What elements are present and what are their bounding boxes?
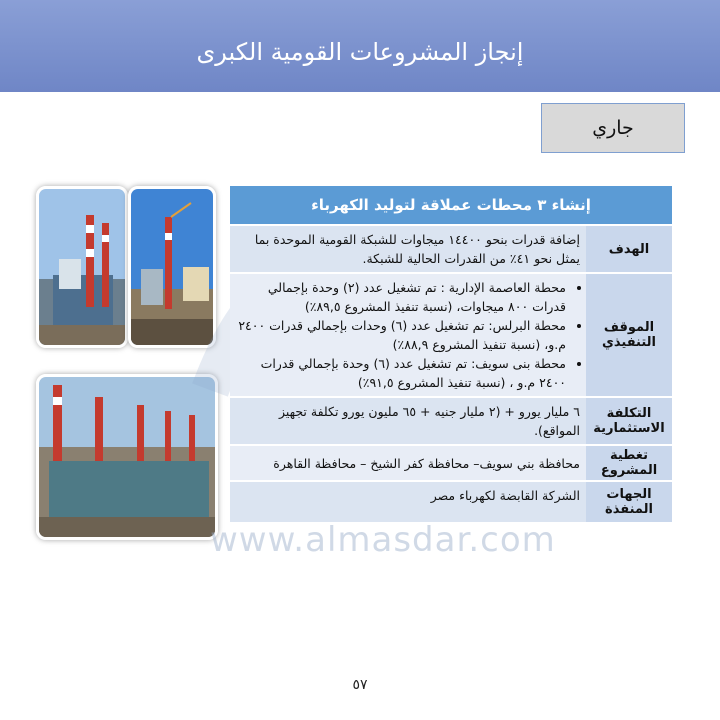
status-badge: جاري bbox=[541, 103, 685, 153]
cost-text: ٦ مليار يورو + (٢ مليار جنيه + ٦٥ مليون يورو تكلفة تجهيز المواقع). bbox=[230, 398, 586, 444]
execution-status-row bbox=[230, 274, 672, 398]
goal-row bbox=[230, 226, 672, 274]
agencies-label: الجهات المنفذة bbox=[586, 482, 672, 522]
goal-label: الهدف bbox=[586, 226, 672, 272]
power-plant-photo-left bbox=[36, 186, 128, 348]
project-table bbox=[230, 186, 672, 524]
execution-status-label: الموقف التنفيذي bbox=[586, 274, 672, 396]
page-number: ٥٧ bbox=[352, 677, 368, 693]
project-title: إنشاء ٣ محطات عملاقة لتوليد الكهرباء bbox=[230, 186, 672, 226]
status-item: • محطة البرلس: تم تشغيل عدد (٦) وحدات بإجمالي قدرات ٢٤٠٠ م.و، (نسبة تنفيذ المشروع ٨٨,٩٪) bbox=[236, 316, 566, 354]
cost-label: التكلفة الاستثمارية bbox=[586, 398, 672, 444]
cost-row bbox=[230, 398, 672, 446]
power-plant-photo-bottom bbox=[36, 374, 218, 540]
coverage-label: تغطية المشروع bbox=[586, 446, 672, 480]
execution-status-list bbox=[230, 274, 586, 396]
power-plant-photo-right bbox=[128, 186, 216, 348]
agencies-text: الشركة القابضة لكهرباء مصر bbox=[230, 482, 586, 522]
status-item: • محطة العاصمة الإدارية : تم تشغيل عدد (٢) وحدة بإجمالي قدرات ٨٠٠ ميجاوات، (نسبة تنفيذ المشروع ٨٩,٥٪) bbox=[236, 278, 566, 316]
agencies-row bbox=[230, 482, 672, 524]
goal-text: إضافة قدرات بنحو ١٤٤٠٠ ميجاوات للشبكة القومية الموحدة بما يمثل نحو ٤١٪ من القدرات الحالية للشبكة. bbox=[230, 226, 586, 272]
status-item: • محطة بنى سويف: تم تشغيل عدد (٦) وحدة بإجمالي قدرات ٢٤٠٠ م.و ، (نسبة تنفيذ المشروع ٩١,٥٪) bbox=[236, 354, 566, 392]
header-banner bbox=[0, 0, 720, 92]
watermark-url: www.almasdar.com bbox=[210, 520, 556, 560]
coverage-row bbox=[230, 446, 672, 482]
coverage-text: محافظة بني سويف– محافظة كفر الشيخ – محافظة القاهرة bbox=[230, 446, 586, 480]
page-title: إنجاز المشروعات القومية الكبرى bbox=[196, 38, 524, 66]
